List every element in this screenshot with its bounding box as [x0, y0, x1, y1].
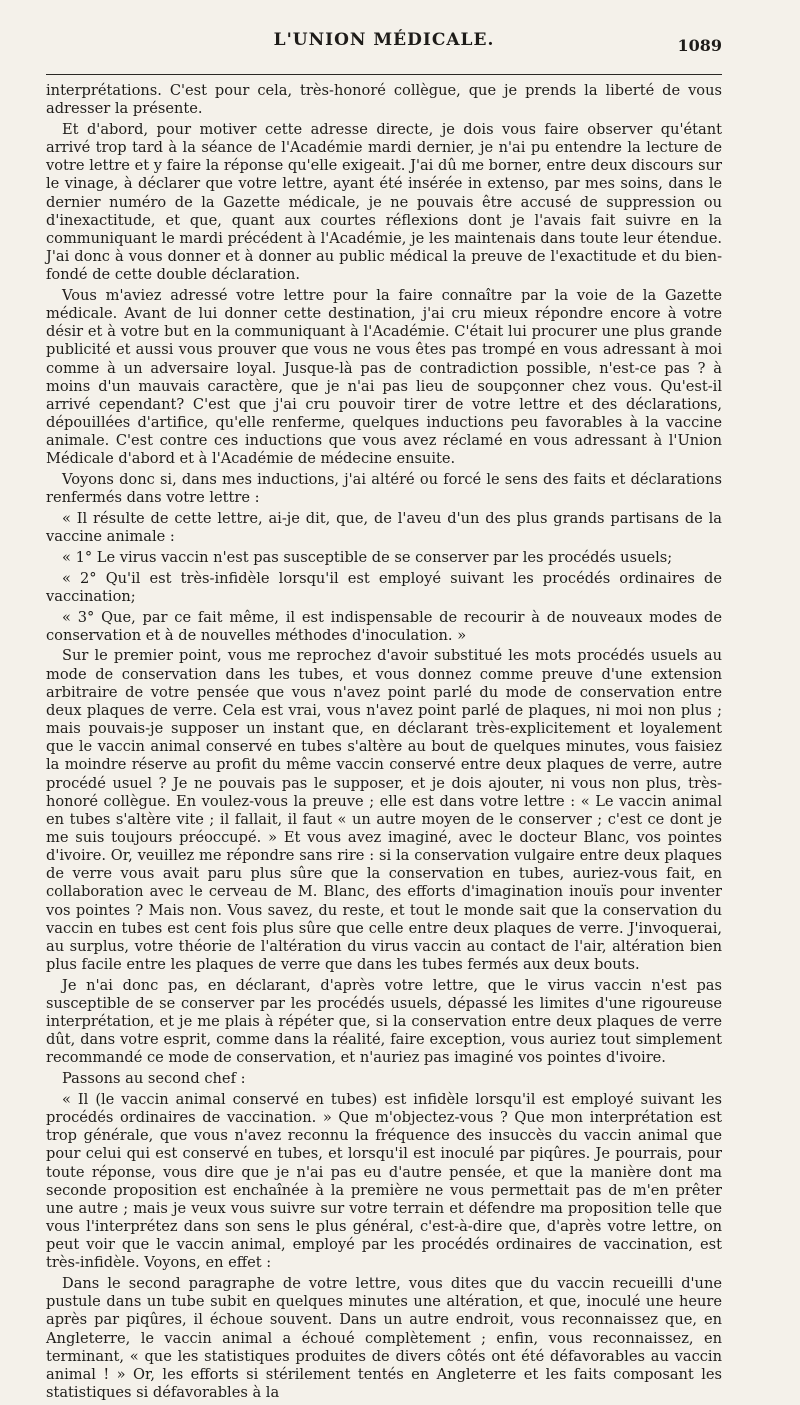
paragraph: Passons au second chef :	[62, 1070, 246, 1088]
paragraph: « 2° Qu'il est très-infidèle lorsqu'il est employé suivant les procédés ordinaires de vaccination;	[46, 569, 722, 605]
document-page	[46, 30, 722, 1402]
header-rule	[46, 74, 722, 75]
paragraph: Sur le premier point, vous me reprochez d'avoir substitué les mots procédés usuels au mode de conservation dans les tubes, et vous donnez comme preuve d'une extension arbitraire de votre pensée que vous n'avez point parlé du mode de conservation entre deux plaques de verre. Cela est vrai, vous n'avez point parlé de plaques, ni moi non plus ; mais pouvais-je supposer un instant que, en déclarant très-explicitement et loyalement que le vaccin animal conservé en tubes s'altère au bout de quelques minutes, vous faisiez la moindre réserve au profit du même vaccin conservé entre deux plaques de verre, autre procédé usuel ? Je ne pouvais pas le supposer, et je dois ajouter, ni vous non plus, très-honoré collègue. En voulez-vous la preuve ; elle est dans votre lettre : « Le vaccin animal en tubes s'altère vite ; il fallait, il faut « un autre moyen de le conserver ; c'est ce dont je me suis toujours préoccupé. » Et vous avez imaginé, avec le docteur Blanc, vos pointes d'ivoire. Or, veuillez me répondre sans rire : si la conservation vulgaire entre deux plaques de verre vous avait paru plus sûre que la conservation en tubes, auriez-vous fait, en collaboration avec le cerveau de M. Blanc, des efforts d'imagination inouïs pour inventer vos pointes ? Mais non. Vous savez, du reste, et tout le monde sait que la conservation du vaccin en tubes est cent fois plus sûre que celle entre deux plaques de verre. J'invoquerai, au surplus, votre théorie de l'altération du virus vaccin au contact de l'air, altération bien plus facile entre les plaques de verre que dans les tubes fermés aux deux bouts.	[46, 647, 722, 974]
paragraph: Et d'abord, pour motiver cette adresse directe, je dois vous faire observer qu'étant arrivé trop tard à la séance de l'Académie mardi dernier, je n'ai pu entendre la lecture de votre lettre et y faire la réponse qu'elle exigeait. J'ai dû me borner, entre deux discours sur le vinage, à déclarer que votre lettre, ayant été insérée in extenso, par mes soins, dans le dernier numéro de la Gazette médicale, je ne pouvais être accusé de suppression ou d'inexactitude, et que, quant aux courtes réflexions dont je l'avais fait suivre en la communiquant le mardi précédent à l'Académie, je les maintenais dans toute leur étendue. J'ai donc à vous donner et à donner au public médical la preuve de l'exactitude et du bien-fondé de cette double déclaration.	[46, 120, 722, 284]
paragraph: « Il (le vaccin animal conservé en tubes) est infidèle lorsqu'il est employé suivant les procédés ordinaires de vaccination. » Que m'objectez-vous ? Que mon interprétation est trop générale, que vous n'avez reconnu la fréquence des insuccès du vaccin animal que pour celui qui est conservé en tubes, et lorsqu'il est inoculé par piqûres. Je pourrais, pour toute réponse, vous dire que je n'ai pas eu d'autre pensée, et que la manière dont ma seconde proposition est enchaînée à la première ne vous permettait pas de m'en prêter une autre ; mais je veux vous suivre sur votre terrain et défendre ma proposition telle que vous l'interprétez dans son sens le plus général, c'est-à-dire que, d'après votre lettre, on peut voir que le vaccin animal, employé par les procédés ordinaires de vaccination, est très-infidèle. Voyons, en effet :	[46, 1090, 722, 1272]
paragraph: Je n'ai donc pas, en déclarant, d'après votre lettre, que le virus vaccin n'est pas susceptible de se conserver par les procédés usuels, dépassé les limites d'une rigoureuse interprétation, et je me plais à répéter que, si la conservation entre deux plaques de verre dût, dans votre esprit, comme dans la réalité, faire exception, vous auriez tout simplement recommandé ce mode de conservation, et n'auriez pas imaginé vos pointes d'ivoire.	[46, 976, 722, 1067]
running-title: L'UNION MÉDICALE.	[273, 30, 495, 50]
page-header	[46, 30, 722, 70]
body-text	[46, 82, 722, 1405]
paragraph: Voyons donc si, dans mes inductions, j'ai altéré ou forcé le sens des faits et déclarations renfermés dans votre lettre :	[46, 471, 722, 507]
paragraph: interprétations. C'est pour cela, très-honoré collègue, que je prends la liberté de vous adresser la présente.	[46, 82, 722, 118]
paragraph: « 1° Le virus vaccin n'est pas susceptible de se conserver par les procédés usuels;	[62, 548, 673, 566]
paragraph: « 3° Que, par ce fait même, il est indispensable de recourir à de nouveaux modes de conservation et à de nouvelles méthodes d'inoculation. »	[46, 608, 722, 644]
paragraph: Dans le second paragraphe de votre lettre, vous dites que du vaccin recueilli d'une pustule dans un tube subit en quelques minutes une altération, et que, inoculé une heure après par piqûres, il échoue souvent. Dans un autre endroit, vous reconnaissez que, en Angleterre, le vaccin animal a échoué complètement ; enfin, vous reconnaissez, en terminant, « que les statistiques produites de divers côtés ont été défavorables au vaccin animal ! » Or, les efforts si stérilement tentés en Angleterre et les faits composant les statistiques si défavorables à la	[46, 1275, 722, 1402]
paragraph: « Il résulte de cette lettre, ai-je dit, que, de l'aveu d'un des plus grands partisans de la vaccine animale :	[46, 509, 722, 546]
paragraph: Vous m'aviez adressé votre lettre pour la faire connaître par la voie de la Gazette médicale. Avant de lui donner cette destination, j'ai cru mieux répondre encore à votre désir et à votre but en la communiquant à l'Académie. C'était lui procurer une plus grande publicité et aussi vous prouver que vous ne vous êtes pas trompé en vous adressant à moi comme à un adversaire loyal. Jusque-là pas de contradiction possible, n'est-ce pas ? à moins d'un mauvais caractère, que je n'ai pas lieu de soupçonner chez vous. Qu'est-il arrivé cependant? C'est que j'ai cru pouvoir tirer de votre lettre et des déclarations, dépouillées d'artifice, qu'elle renferme, quelques inductions peu favorables à la vaccine animale. C'est contre ces inductions que vous avez réclamé en vous adressant à l'Union Médicale d'abord et à l'Académie de médecine ensuite.	[46, 286, 722, 468]
page-number: 1089	[677, 36, 722, 55]
